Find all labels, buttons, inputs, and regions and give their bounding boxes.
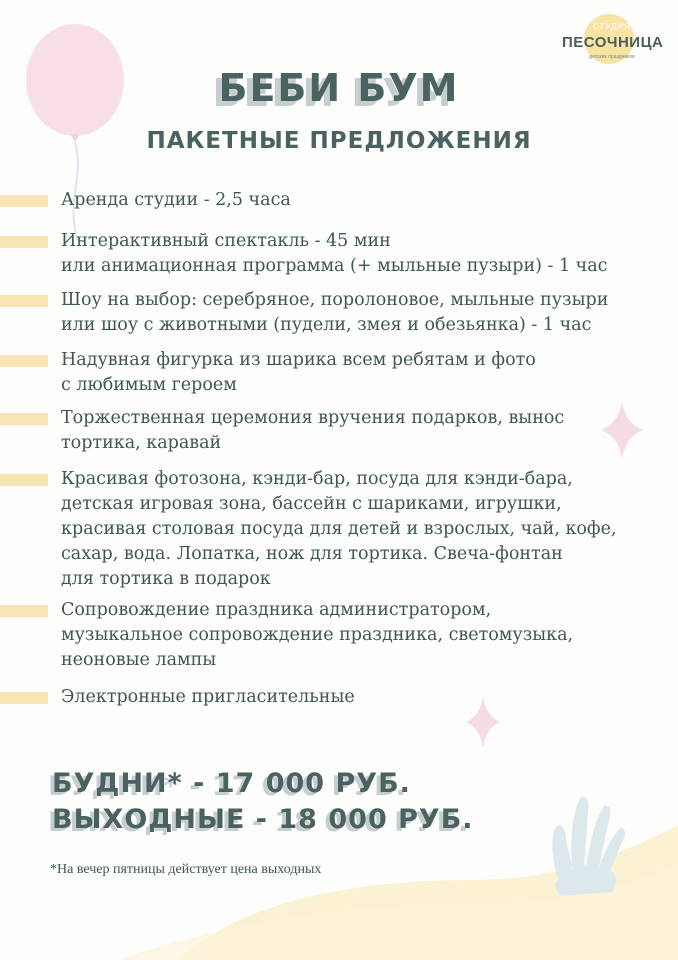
page-title: БЕБИ БУМ xyxy=(218,66,460,110)
item-text: Интерактивный спектакль - 45 мин или анимационная программа (+ мыльные пузыри) - 1 час xyxy=(61,231,608,276)
logo-top-text: СТУДИЯ xyxy=(592,22,632,31)
item-bar xyxy=(0,605,48,617)
item-text: Шоу на выбор: серебряное, поролоновое, мыльные пузыри или шоу с животными (пудели, змея и обезьянка) - 1 час xyxy=(61,290,609,335)
item-text: Сопровождение праздника администратором, музыкальное сопровождение праздника, светомузыка, неоновые лампы xyxy=(61,600,574,670)
hand-icon xyxy=(552,797,625,896)
item-bar xyxy=(0,692,48,704)
footnote: *На вечер пятницы действует цена выходных xyxy=(50,862,322,877)
logo-sub-text: детских праздников xyxy=(589,54,635,60)
item-text: Аренда студии - 2,5 часа xyxy=(61,190,291,210)
item-bar xyxy=(0,474,48,486)
item-bar xyxy=(0,236,48,248)
page-subtitle: ПАКЕТНЫЕ ПРЕДЛОЖЕНИЯ xyxy=(146,128,532,154)
item-bar xyxy=(0,413,48,425)
item-text: Надувная фигурка из шарика всем ребятам и фото с любимым героем xyxy=(61,350,536,395)
price-block xyxy=(52,766,474,838)
weekday-price: БУДНИ* - 17 000 РУБ. xyxy=(52,768,411,799)
item-text: Красивая фотозона, кэнди-бар, посуда для кэнди-бара, детская игровая зона, бассейн с шариками, игрушки, красивая столовая посуда для детей и взрослых, чай, кофе, сахар, вода. Лопатка, нож для тортика. Свеча-фонтан для тортика в подарок xyxy=(61,469,617,589)
item-bar xyxy=(0,355,48,367)
item-bar xyxy=(0,295,48,307)
logo-main-text: ПЕСОЧНИЦА xyxy=(562,34,664,51)
item-text: Электронные пригласительные xyxy=(61,687,355,707)
weekend-price: ВЫХОДНЫЕ - 18 000 РУБ. xyxy=(52,804,474,835)
item-text: Торжественная церемония вручения подарков, вынос тортика, каравай xyxy=(61,408,565,453)
item-bar xyxy=(0,195,48,207)
studio-logo xyxy=(562,14,662,74)
